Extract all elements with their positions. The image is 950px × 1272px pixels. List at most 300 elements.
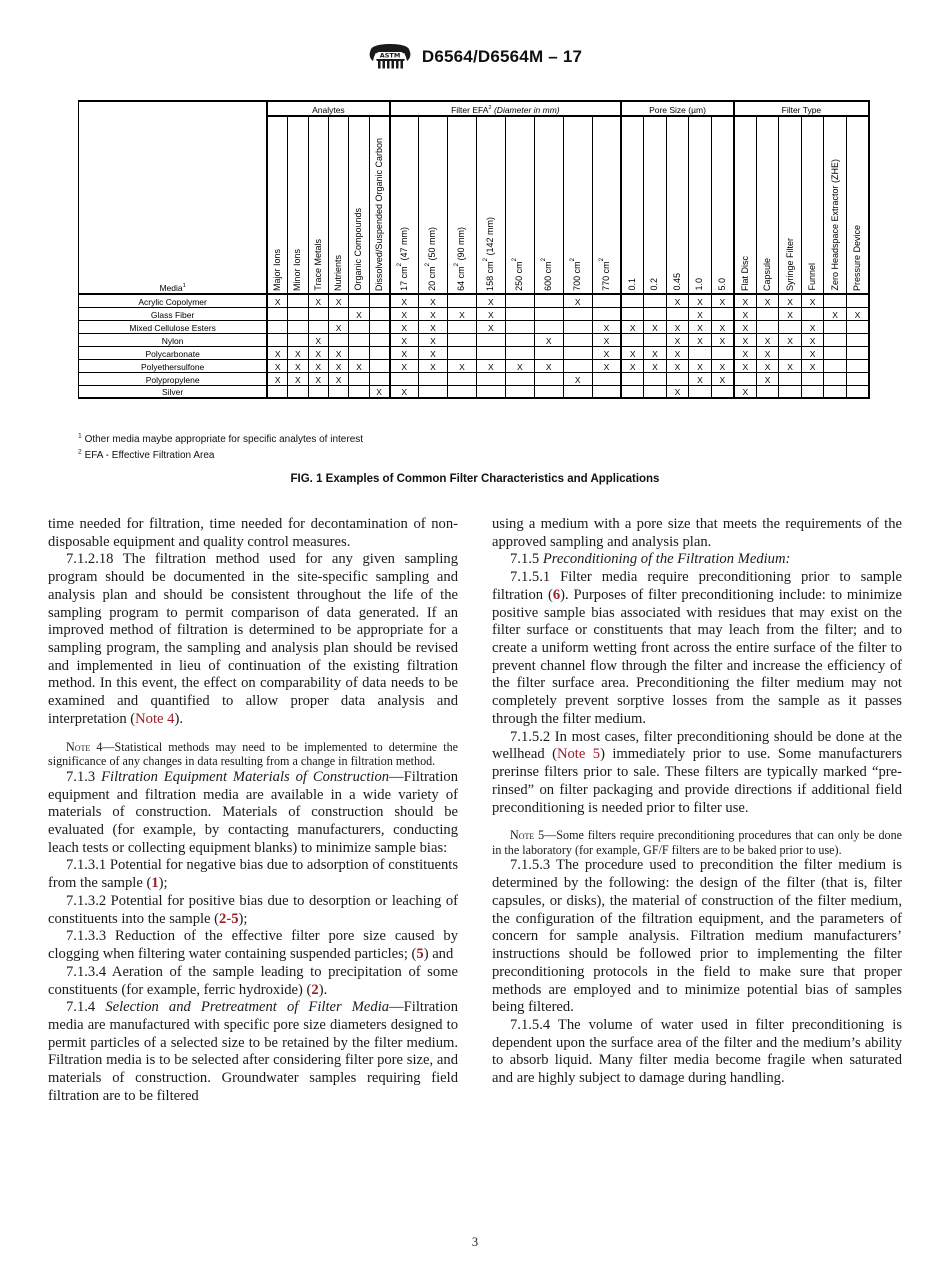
table-cell: X (390, 333, 419, 346)
table-cell: X (308, 333, 328, 346)
table-cell (779, 372, 802, 385)
table-cell: X (476, 320, 505, 333)
table-row (79, 294, 870, 307)
reference-citation[interactable]: 5 (416, 946, 424, 963)
table-cell (369, 307, 389, 320)
table-row (79, 359, 870, 372)
table-cell (505, 333, 534, 346)
column-header-label: 5.0 (716, 278, 727, 291)
table-cell: X (476, 294, 505, 307)
table-cell (824, 320, 847, 333)
table-cell: X (308, 372, 328, 385)
table-cell (846, 320, 869, 333)
table-cell (756, 320, 779, 333)
column-header-label: Minor Ions (292, 248, 303, 291)
table-cell (563, 346, 592, 359)
body-paragraph-7.1.5.4: 7.1.5.4 The volume of water used in filter preconditioning is dependent upon the surface area of the filter and the medium’s ability to absorb liquid. Many filter media become fragile when saturated and are highly subject to damage during handling. (492, 1016, 902, 1087)
table-cell (308, 385, 328, 398)
table-cell: X (711, 372, 734, 385)
table-cell (476, 372, 505, 385)
table-cell: X (267, 372, 287, 385)
table-cell (846, 385, 869, 398)
table-cell: X (390, 385, 419, 398)
table-cell: X (734, 320, 757, 333)
table-group-header-pore-size-m: Pore Size (µm) (621, 101, 734, 116)
table-cell: X (734, 307, 757, 320)
table-row-media-label: Polycarbonate (79, 346, 268, 359)
body-paragraph-7.1.3.2: 7.1.3.2 Potential for positive bias due to desorption or leaching of constituents into the sample (2-5); (48, 892, 458, 927)
table-row (79, 385, 870, 398)
table-row-media-label: Polypropylene (79, 372, 268, 385)
table-cell (779, 320, 802, 333)
table-cell (801, 372, 824, 385)
table-cell (418, 372, 447, 385)
table-cell: X (779, 333, 802, 346)
table-cell (349, 372, 369, 385)
table-cell (476, 333, 505, 346)
table-cell (666, 372, 689, 385)
table-cell: X (418, 359, 447, 372)
right-text-column (492, 516, 902, 1216)
note-cross-reference[interactable]: Note 4 (135, 710, 175, 727)
table-cell: X (801, 294, 824, 307)
table-cell (476, 346, 505, 359)
corner-header-label: Media (159, 283, 183, 293)
table-cell (846, 346, 869, 359)
column-header-label: 0.45 (671, 273, 682, 291)
table-cell: X (846, 307, 869, 320)
table-cell: X (689, 333, 712, 346)
table-cell (505, 385, 534, 398)
table-cell: X (390, 346, 419, 359)
table-cell: X (734, 346, 757, 359)
table-cell (505, 294, 534, 307)
table-row-media-label: Nylon (79, 333, 268, 346)
table-row (79, 307, 870, 320)
table-cell: X (689, 320, 712, 333)
column-header-label: 17 $cm^2$ (47 mm) (395, 227, 409, 291)
body-paragraph: time needed for filtration, time needed for decontamination of non-disposable equipment and quality control measures. (48, 516, 458, 550)
table-cell: X (308, 346, 328, 359)
table-cell: X (801, 320, 824, 333)
table-cell (288, 294, 308, 307)
table-cell (846, 333, 869, 346)
table-cell (267, 307, 287, 320)
page-number: 3 (471, 1235, 479, 1249)
table-cell (328, 385, 348, 398)
table-column-header (288, 116, 308, 294)
table-row (79, 346, 870, 359)
table-column-header (711, 116, 734, 294)
table-cell: X (756, 359, 779, 372)
note-cross-reference[interactable]: Note 5 (556, 746, 601, 763)
table-cell: X (563, 294, 592, 307)
figure-footnotes (78, 432, 778, 463)
table-cell: X (734, 294, 757, 307)
body-columns (48, 516, 902, 1216)
body-paragraph-7.1.3: 7.1.3 Filtration Equipment Materials of Construction—Filtration equipment and filtration media are available in a wide variety of materials of construction. Materials of construction should be evaluated (for example, by contacting manufacturers, conducting leach tests or collecting equipment blanks) to minimize sample bias: (48, 768, 458, 856)
table-column-header (756, 116, 779, 294)
table-cell: X (505, 359, 534, 372)
table-cell (369, 346, 389, 359)
figure-footnote-1: $^1$ Other media maybe appropriate for specific analytes of interest (78, 432, 364, 445)
table-cell (779, 346, 802, 359)
table-cell: X (418, 294, 447, 307)
column-header-label: 20 $cm^2$ (50 mm) (424, 227, 438, 291)
table-cell (369, 320, 389, 333)
table-cell: X (689, 307, 712, 320)
column-header-label: 1.0 (694, 278, 705, 291)
table-cell (644, 294, 667, 307)
note-label: Note 4 (66, 739, 103, 754)
table-cell (824, 385, 847, 398)
table-column-header (267, 116, 287, 294)
table-cell (563, 359, 592, 372)
table-cell (592, 372, 621, 385)
table-column-header (369, 116, 389, 294)
body-paragraph-7.1.3.1: 7.1.3.1 Potential for negative bias due to adsorption of constituents from the sample (1); (48, 857, 458, 892)
table-row-media-label: Acrylic Copolymer (79, 294, 268, 307)
table-column-header (734, 116, 757, 294)
body-paragraph-7.1.3.3: 7.1.3.3 Reduction of the effective filter pore size caused by clogging when filtering water containing suspended particles; (5) and (48, 928, 458, 963)
body-paragraph-7.1.4: 7.1.4 Selection and Pretreatment of Filter Media—Filtration media are manufactured with specific pore size diameters designed to permit particles of a selected size to be retained by the filter medium. Filtration media is to be selected after considering filter pore size, and materials of construction. Groundwater samples requiring field filtration are to be filtered (48, 999, 458, 1104)
table-cell: X (621, 320, 644, 333)
table-cell: X (756, 372, 779, 385)
column-header-label: Nutrients (333, 254, 344, 291)
table-column-header (801, 116, 824, 294)
table-column-header (328, 116, 348, 294)
table-cell (563, 320, 592, 333)
svg-text:ASTM: ASTM (379, 51, 401, 60)
table-cell: X (328, 359, 348, 372)
table-cell: X (418, 346, 447, 359)
table-cell: X (801, 346, 824, 359)
table-cell: X (328, 294, 348, 307)
table-cell (689, 346, 712, 359)
table-column-header (308, 116, 328, 294)
column-header-label: 64 $cm^2$ (90 mm) (453, 227, 467, 291)
table-cell: X (779, 307, 802, 320)
table-cell (505, 372, 534, 385)
table-cell: X (666, 294, 689, 307)
table-cell: X (288, 359, 308, 372)
table-column-header (824, 116, 847, 294)
column-header-label: 0.1 (627, 278, 638, 291)
table-cell (824, 372, 847, 385)
table-cell (592, 385, 621, 398)
table-column-header (476, 116, 505, 294)
table-column-header (689, 116, 712, 294)
column-header-label: Capsule (762, 257, 773, 291)
table-cell (824, 333, 847, 346)
table-cell: X (734, 359, 757, 372)
table-cell: X (328, 372, 348, 385)
table-cell (369, 333, 389, 346)
table-cell: X (756, 333, 779, 346)
column-header-label: Major Ions (272, 248, 283, 291)
table-group-header-filter-type: Filter Type (734, 101, 869, 116)
page-header (0, 44, 950, 70)
table-cell: X (592, 333, 621, 346)
table-cell (369, 359, 389, 372)
table-group-header-analytes: Analytes (267, 101, 389, 116)
table-cell (447, 320, 476, 333)
document-designation: D6564/D6564M – 17 (421, 47, 583, 66)
table-cell: X (711, 359, 734, 372)
table-cell: X (592, 346, 621, 359)
table-cell (644, 333, 667, 346)
table-cell: X (447, 307, 476, 320)
table-cell (534, 372, 563, 385)
table-cell (621, 372, 644, 385)
table-column-header (349, 116, 369, 294)
table-cell: X (267, 346, 287, 359)
table-cell (644, 372, 667, 385)
table-cell (621, 294, 644, 307)
astm-logo (368, 44, 412, 70)
table-cell: X (349, 359, 369, 372)
table-cell (288, 385, 308, 398)
table-cell (592, 307, 621, 320)
column-header-label: Syringe Filter (784, 237, 795, 291)
column-header-label: 700 $cm^2$ (569, 258, 583, 291)
table-cell: X (476, 307, 505, 320)
table-row (79, 320, 870, 333)
table-cell (711, 346, 734, 359)
body-paragraph-7.1.3.4: 7.1.3.4 Aeration of the sample leading to precipitation of some constituents (for example, ferric hydroxide) (2). (48, 963, 458, 998)
table-cell: X (756, 346, 779, 359)
table-cell (308, 320, 328, 333)
table-cell (447, 294, 476, 307)
table-cell: X (288, 346, 308, 359)
table-cell: X (308, 359, 328, 372)
table-column-header (621, 116, 644, 294)
table-cell (308, 307, 328, 320)
column-header-label: 158 $cm^2$ (142 mm) (482, 217, 496, 291)
table-cell: X (418, 320, 447, 333)
table-cell: X (621, 346, 644, 359)
table-row-media-label: Glass Fiber (79, 307, 268, 320)
column-header-label: Dissolved/Suspended Organic Carbon (373, 137, 384, 291)
body-paragraph-7.1.5: 7.1.5 Preconditioning of the Filtration Medium: (510, 551, 791, 568)
table-cell: X (390, 359, 419, 372)
body-paragraph-7.1.5.2: 7.1.5.2 In most cases, filter preconditioning should be done at the wellhead (Note 5) immediately prior to use. Some manufacturers prerinse filters prior to sale. These filters are typically marked “pre-rinsed” on filter packaging and provide directions if additional field preconditioning is needed prior to filter use. (492, 728, 902, 816)
table-cell (267, 320, 287, 333)
column-header-label: Organic Compounds (353, 208, 364, 291)
table-cell (447, 385, 476, 398)
figure-1-table-wrapper (78, 100, 870, 399)
table-column-header (505, 116, 534, 294)
body-paragraph-7.1.5.3: 7.1.5.3 The procedure used to precondition the filter medium is determined by the following: the design of the filter (that is, filter capsules, or disks), the material of construction of the filter medium, the configuration of the filtration equipment, and the parameters of concern for sample analysis. Filtration medium manufacturers’ instructions should be followed prior to implementing the filter preconditioning protocols in the field to make sure that proper methods are employed and to minimize potential bias of samples being filtered. (492, 857, 902, 1016)
table-cell (644, 307, 667, 320)
table-column-header (592, 116, 621, 294)
table-cell (369, 372, 389, 385)
table-cell: X (328, 346, 348, 359)
table-cell (349, 333, 369, 346)
table-cell (711, 385, 734, 398)
table-cell (447, 346, 476, 359)
table-column-header (418, 116, 447, 294)
table-cell: X (801, 359, 824, 372)
table-cell: X (711, 294, 734, 307)
table-cell (476, 385, 505, 398)
column-header-label: 0.2 (649, 278, 660, 291)
table-cell: X (534, 359, 563, 372)
table-cell (621, 333, 644, 346)
table-column-header (563, 116, 592, 294)
table-column-header (666, 116, 689, 294)
table-cell: X (666, 333, 689, 346)
table-cell (734, 372, 757, 385)
table-cell (621, 307, 644, 320)
table-column-header (644, 116, 667, 294)
table-cell: X (447, 359, 476, 372)
table-cell: X (666, 346, 689, 359)
table-cell (534, 385, 563, 398)
table-cell: X (734, 333, 757, 346)
table-cell: X (689, 359, 712, 372)
figure-caption: FIG. 1 Examples of Common Filter Characteristics and Applications (290, 473, 660, 485)
table-cell: X (390, 320, 419, 333)
table-cell (390, 372, 419, 385)
table-cell (418, 385, 447, 398)
table-cell (267, 333, 287, 346)
body-paragraph-7.1.5.1: 7.1.5.1 Filter media require preconditioning prior to sample filtration (6). Purposes of filter preconditioning include: to minimize positive sample bias associated with residues that may exist on the filter surface or constituents that may leach from the filter; and to create a uniform wetting front across the entire surface of the filter to prevent channel flow through the filter and increase the efficiency of the filter surface area. Preconditioning the filter medium may not completely prevent sorptive losses from the sample as it passes through the filter medium. (492, 569, 903, 727)
table-cell (349, 346, 369, 359)
table-cell (349, 294, 369, 307)
reference-citation[interactable]: 6 (552, 586, 561, 603)
table-row-media-label: Mixed Cellulose Esters (79, 320, 268, 333)
table-cell (349, 320, 369, 333)
table-cell: X (621, 359, 644, 372)
table-cell: X (267, 294, 287, 307)
table-cell: X (711, 333, 734, 346)
filter-characteristics-table (78, 100, 870, 399)
figure-footnote-2: $^2$ EFA - Effective Filtration Area (78, 448, 215, 461)
table-cell: X (711, 320, 734, 333)
table-cell (505, 307, 534, 320)
body-paragraph: using a medium with a pore size that meets the requirements of the approved sampling and analysis plan. (492, 516, 902, 550)
table-cell: X (824, 307, 847, 320)
reference-citation[interactable]: 2-5 (219, 910, 239, 927)
column-header-label: 770 $cm^2$ (597, 258, 611, 291)
table-cell: X (644, 346, 667, 359)
table-cell (756, 307, 779, 320)
table-cell: X (592, 359, 621, 372)
column-header-label: 250 $cm^2$ (511, 258, 525, 291)
table-column-header (447, 116, 476, 294)
table-cell: X (390, 307, 419, 320)
table-cell (534, 294, 563, 307)
table-cell (534, 346, 563, 359)
table-row-media-label: Silver (79, 385, 268, 398)
table-cell: X (689, 372, 712, 385)
column-header-label: Funnel (807, 263, 818, 291)
table-cell: X (328, 320, 348, 333)
table-cell (505, 346, 534, 359)
table-cell: X (563, 372, 592, 385)
table-cell (288, 307, 308, 320)
column-header-label: Trace Metals (312, 239, 323, 291)
table-cell (328, 307, 348, 320)
table-cell: X (801, 333, 824, 346)
table-column-header (846, 116, 869, 294)
table-cell (447, 372, 476, 385)
table-group-header-filter-efa: Filter EFA$^2$ (Diameter in mm) (390, 101, 622, 116)
table-cell (756, 385, 779, 398)
column-header-label: Zero Headspace Extractor (ZHE) (829, 159, 840, 291)
table-row-media-label: Polyethersulfone (79, 359, 268, 372)
table-cell (505, 320, 534, 333)
table-cell (779, 385, 802, 398)
table-cell (689, 385, 712, 398)
body-paragraph-7.1.2.18: 7.1.2.18 The filtration method used for any given sampling program should be documented in the site-specific sampling and analysis plan and should be consistent throughout the life of the sampling program to permit comparison of data generated. If an improved method of filtration is determined to be appropriate for a sampling program, the sampling and analysis plan should be revised and implemented in lieu of continuation of the existing filtration method. In this event, the effect on comparability of data needs to be examined and quantified to allow proper data analysis and interpretation (Note 4). (48, 551, 458, 727)
table-cell (846, 359, 869, 372)
paragraph-title: Filtration Equipment Materials of Construction (101, 768, 390, 785)
table-cell (592, 294, 621, 307)
table-column-header (779, 116, 802, 294)
table-cell: X (308, 294, 328, 307)
table-cell (801, 307, 824, 320)
table-cell (267, 385, 287, 398)
table-cell (534, 307, 563, 320)
table-cell: X (418, 307, 447, 320)
table-cell (534, 320, 563, 333)
table-cell (563, 307, 592, 320)
table-cell (563, 385, 592, 398)
note-label: Note 5 (510, 828, 545, 843)
table-cell (328, 333, 348, 346)
table-cell (349, 385, 369, 398)
table-cell: X (418, 333, 447, 346)
table-cell: X (288, 372, 308, 385)
table-cell (711, 307, 734, 320)
table-cell: X (666, 359, 689, 372)
table-cell (369, 294, 389, 307)
table-cell: X (644, 320, 667, 333)
table-column-header (390, 116, 419, 294)
table-cell: X (756, 294, 779, 307)
reference-citation[interactable]: 1 (151, 875, 159, 892)
table-cell (644, 385, 667, 398)
table-cell: X (390, 294, 419, 307)
table-cell (288, 320, 308, 333)
note-paragraph: Note 4—Statistical methods may need to be implemented to determine the significance of any changes in data resulting from a change in filtration method. (48, 739, 458, 769)
note-paragraph: Note 5—Some filters require preconditioning procedures that can only be done in the laboratory (for example, GF/F filters are to be baked prior to use). (492, 828, 903, 857)
table-cell (824, 359, 847, 372)
table-row (79, 333, 870, 346)
table-cell (801, 385, 824, 398)
table-cell: X (734, 385, 757, 398)
table-cell: X (666, 385, 689, 398)
table-cell: X (644, 359, 667, 372)
table-cell (447, 333, 476, 346)
table-column-header (534, 116, 563, 294)
table-cell: X (689, 294, 712, 307)
table-cell (621, 385, 644, 398)
table-cell: X (369, 385, 389, 398)
column-header-label: Flat Disc (739, 255, 750, 291)
table-cell: X (592, 320, 621, 333)
table-cell (824, 346, 847, 359)
left-text-column (48, 516, 458, 1216)
table-cell (824, 294, 847, 307)
table-cell (563, 333, 592, 346)
column-header-label: Pressure Device (851, 224, 862, 291)
table-cell: X (779, 359, 802, 372)
table-cell: X (534, 333, 563, 346)
reference-citation[interactable]: 2 (311, 981, 319, 998)
